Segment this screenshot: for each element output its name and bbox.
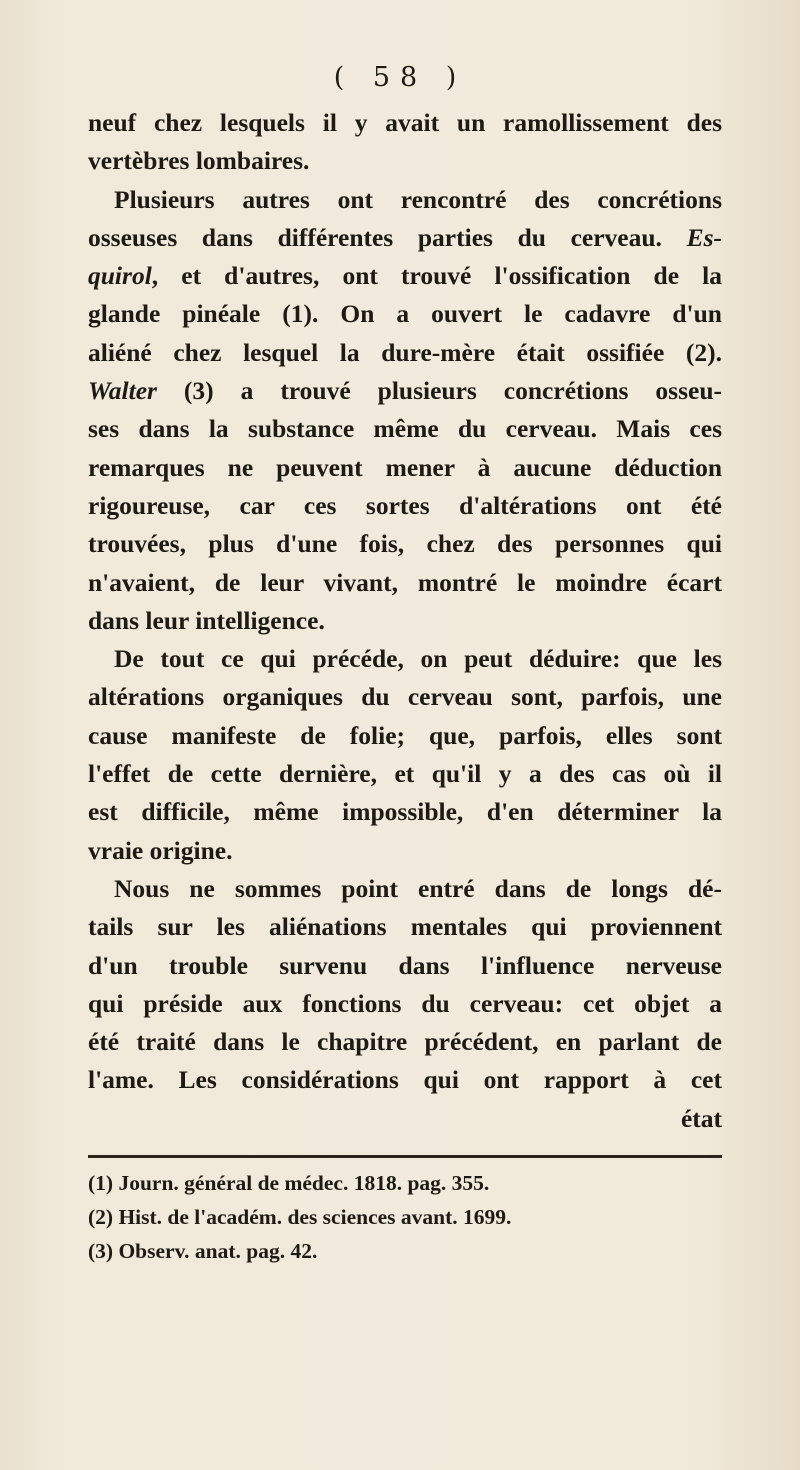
text-line: l'ame. Les considérations qui ont rapport à cet	[88, 1065, 722, 1095]
text-line	[88, 219, 722, 257]
footnotes	[88, 1166, 722, 1268]
text-line: dans leur intelligence.	[88, 605, 325, 635]
text-line: remarques ne peuvent mener à aucune déduction	[88, 452, 722, 482]
text-line: tails sur les aliénations mentales qui proviennent	[88, 912, 722, 942]
text-fragment: (3) a trouvé plusieurs concrétions osseu-	[156, 376, 722, 406]
text-line: d'un trouble survenu dans l'influence nerveuse	[88, 950, 722, 980]
page-number: ( 58 )	[333, 62, 467, 93]
text-line: qui préside aux fonctions du cerveau: cet objet a	[88, 988, 722, 1018]
author-name: quirol	[88, 261, 152, 291]
author-name: Es-	[686, 222, 722, 252]
body-text	[88, 104, 722, 1138]
text-line: l'effet de cette dernière, et qu'il y a des cas où il	[88, 759, 722, 789]
text-line: ses dans la substance même du cerveau. Mais ces	[88, 414, 722, 444]
author-name: Walter	[88, 376, 157, 406]
text-line: neuf chez lesquels il y avait un ramollissement des	[88, 108, 722, 137]
text-line: n'avaient, de leur vivant, montré le moindre écart	[88, 567, 722, 597]
text-line: trouvées, plus d'une fois, chez des personnes qui	[88, 529, 722, 559]
text-line	[88, 257, 722, 295]
text-line: vertèbres lombaires.	[88, 146, 310, 176]
footnote-divider	[88, 1155, 722, 1158]
footnote: (2) Hist. de l'académ. des sciences avant. 1699.	[88, 1205, 512, 1229]
text-fragment: , et d'autres, ont trouvé l'ossification de la	[151, 261, 722, 291]
footnote: (1) Journ. général de médec. 1818. pag. 355.	[88, 1171, 490, 1195]
text-line: Plusieurs autres ont rencontré des concrétions	[114, 184, 722, 214]
text-line: est difficile, même impossible, d'en déterminer la	[88, 797, 722, 827]
text-fragment: osseuses dans différentes parties du cerveau.	[88, 222, 662, 252]
text-line: glande pinéale (1). On a ouvert le cadavre d'un	[88, 299, 722, 329]
text-line: De tout ce qui précéde, on peut déduire: que les	[114, 644, 722, 674]
text-line: aliéné chez lesquel la dure-mère était ossifiée (2).	[88, 337, 722, 367]
text-line: Nous ne sommes point entré dans de longs dé-	[114, 873, 722, 903]
footnote: (3) Observ. anat. pag. 42.	[88, 1239, 318, 1263]
text-line: altérations organiques du cerveau sont, parfois, une	[88, 682, 722, 712]
text-line	[88, 372, 722, 410]
catchword: état	[680, 1103, 722, 1133]
text-line: rigoureuse, car ces sortes d'altérations ont été	[88, 490, 722, 520]
text-line: cause manifeste de folie; que, parfois, elles sont	[88, 720, 722, 750]
text-line: vraie origine.	[88, 835, 233, 865]
text-line: été traité dans le chapitre précédent, en parlant de	[88, 1027, 722, 1057]
